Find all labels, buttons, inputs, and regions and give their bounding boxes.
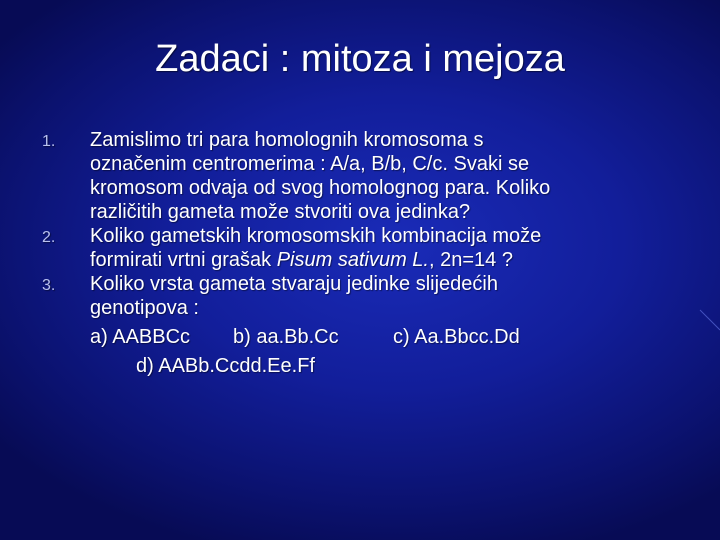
genotype-b: b) aa.Bb.Cc (233, 326, 339, 348)
item-text-line: Koliko vrsta gameta stvaraju jedinke slijedećih (90, 273, 498, 295)
item-text-segment: , 2n=14 ? (428, 249, 513, 271)
list-item (42, 128, 682, 224)
item-text-line: kromosom odvaja od svog homolognog para. Koliko (90, 177, 551, 199)
list-item (42, 272, 682, 378)
genotype-d: d) AABb.Ccdd.Ee.Ff (136, 355, 315, 377)
item-number: 2. (42, 229, 56, 246)
list-item (42, 224, 682, 272)
item-text-line (90, 248, 682, 272)
item-text-line: Koliko gametskih kromosomskih kombinacija može (90, 225, 542, 247)
item-text-line: genotipova : (90, 297, 199, 319)
item-number: 3. (42, 277, 56, 294)
task-list (42, 128, 682, 378)
item-text-line: Zamislimo tri para homolognih kromosoma s (90, 129, 484, 151)
item-text-segment: formirati vrtni grašak (90, 249, 277, 271)
genotype-c: c) Aa.Bbcc.Dd (393, 326, 520, 348)
item-text-line: različitih gameta može stvoriti ova jedinka? (90, 201, 471, 223)
item-number: 1. (42, 133, 56, 150)
genotype-a: a) AABBCc (90, 326, 191, 348)
item-text-line: označenim centromerima : A/a, B/b, C/c. Svaki se (90, 153, 530, 175)
slide-title: Zadaci : mitoza i mejoza (155, 38, 565, 80)
genotype-row (90, 325, 682, 349)
species-name: Pisum sativum L. (276, 249, 429, 271)
